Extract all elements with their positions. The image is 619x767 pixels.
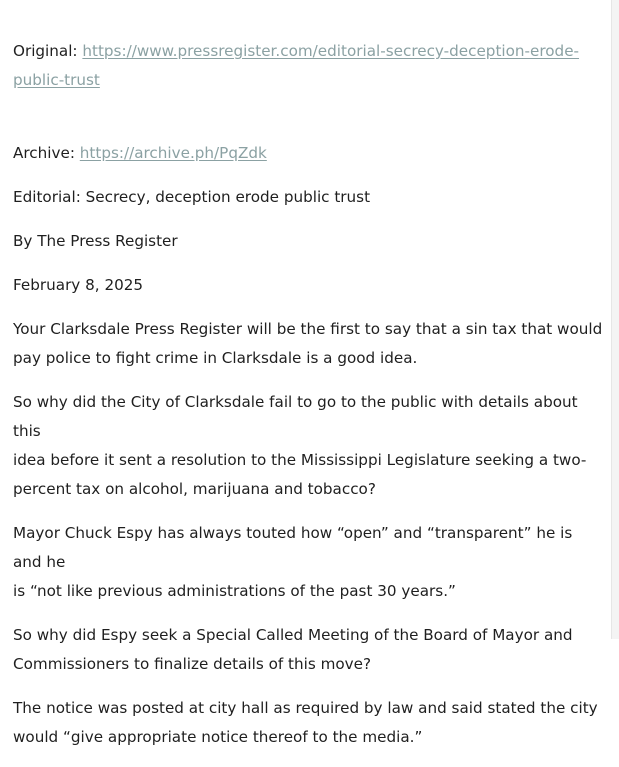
archive-label: Archive: [13,144,80,162]
article-byline: By The Press Register [13,232,178,250]
article-paragraph: So why did the City of Clarksdale fail to go to the public with details about this idea before it sent a resolution to the Mississippi Legislature seeking a two- percent tax on alcohol, marijuana and tobacco? [13,393,587,498]
article-paragraph: The notice was posted at city hall as required by law and said stated the city would “give appropriate notice thereof to the media.” [13,699,598,746]
archive-source-line [13,110,603,168]
original-link-text-line1: https://www.pressregister.com/editorial-secrecy-deception-erode- [82,42,580,60]
article-paragraph: Your Clarksdale Press Register will be the first to say that a sin tax that would pay police to fight crime in Clarksdale is a good idea. [13,320,603,367]
original-link-text-line2: public-trust [13,71,100,89]
original-link[interactable] [13,42,579,89]
original-source-line [13,8,603,95]
article-paragraph: Mayor Chuck Espy has always touted how “open” and “transparent” he is and he is “not like previous administrations of the past 30 years.” [13,524,573,600]
archive-link[interactable]: https://archive.ph/PqZdk [79,144,267,162]
original-label: Original: [13,42,83,60]
article-content [13,8,603,767]
article-date: February 8, 2025 [13,276,144,294]
article-paragraph: So why did Espy seek a Special Called Meeting of the Board of Mayor and Commissioners to finalize details of this move? [13,626,573,673]
article-headline: Editorial: Secrecy, deception erode public trust [13,188,371,206]
page-edge [611,0,619,639]
